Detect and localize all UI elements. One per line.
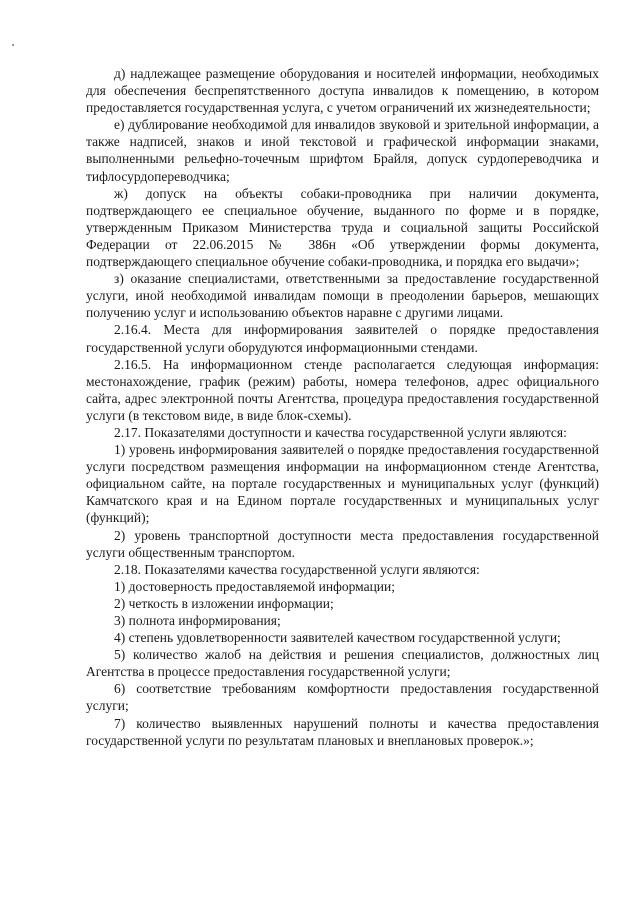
paragraph-2-18: 2.18. Показателями качества государственной услуги являются:: [114, 561, 480, 577]
paragraph-2-18-item-6: 6) соответствие требованиям комфортности предоставления государственной услуги;: [86, 681, 599, 714]
scan-mark: [12, 44, 14, 46]
paragraph-2-18-item-2: 2) четкость в изложении информации;: [114, 595, 334, 611]
paragraph-zh: ж) допуск на объекты собаки-проводника при наличии документа, подтверждающего ее специальное обучение, выданного по форме и в порядке, утвержденным Приказом Министерства труда и социальной защиты Российской Федерации от 22.06.2015 № 386н «Об утверждении формы документа, подтверждающего специальное обучение собаки-проводника, и порядка его выдачи»;: [86, 185, 599, 270]
paragraph-2-17-item-1: 1) уровень информирования заявителей о порядке предоставления государственной услуги посредством размещения информации на информационном стенде Агентства, официальном сайте, на портале государственных и муниципальных услуг (функций) Камчатского края и на Едином портале государственных и муниципальных услуг (функций);: [86, 442, 599, 526]
paragraph-2-18-item-1: 1) достоверность предоставляемой информации;: [114, 578, 395, 594]
paragraph-d: д) надлежащее размещение оборудования и носителей информации, необходимых для обеспечения беспрепятственного доступа инвалидов к помещению, в котором предоставляется государственная услуга, с учетом ограничений их жизнедеятельности;: [86, 66, 599, 116]
paragraph-2-18-item-3: 3) полнота информирования;: [114, 613, 281, 628]
paragraph-2-18-item-4: 4) степень удовлетворенности заявителей качеством государственной услуги;: [114, 630, 561, 646]
paragraph-2-16-5: 2.16.5. На информационном стенде располагается следующая информация: местонахождение, график (режим) работы, номера телефонов, адрес официального сайта, адрес электронной почты Агентства, процедура предоставления государственной услуги (в текстовом виде, в виде блок-схемы).: [86, 356, 599, 423]
paragraph-2-18-item-7: 7) количество выявленных нарушений полноты и качества предоставления государственной услуги по результатам плановых и внеплановых проверок.»;: [86, 715, 599, 748]
paragraph-z: з) оказание специалистами, ответственными за предоставление государственной услуги, иной необходимой инвалидам помощи в преодолении барьеров, мешающих получению услуг и использованию объектов наравне с другими лицами.: [86, 271, 599, 321]
paragraph-2-18-item-5: 5) количество жалоб на действия и решения специалистов, должностных лиц Агентства в процессе предоставления государственной услуги;: [86, 647, 599, 680]
paragraph-e: е) дублирование необходимой для инвалидов звуковой и зрительной информации, а также надписей, знаков и иной текстовой и графической информации знаками, выполненными рельефно-точечным шрифтом Брайля, допуск сурдопереводчика и тифлосурдопереводчика;: [86, 117, 599, 184]
document-body: [86, 65, 599, 749]
paragraph-2-16-4: 2.16.4. Места для информирования заявителей о порядке предоставления государственной услуги оборудуются информационными стендами.: [86, 322, 599, 355]
paragraph-2-17: 2.17. Показателями доступности и качества государственной услуги являются:: [114, 424, 567, 440]
paragraph-2-17-item-2: 2) уровень транспортной доступности места предоставления государственной услуги общественным транспортом.: [86, 527, 599, 560]
